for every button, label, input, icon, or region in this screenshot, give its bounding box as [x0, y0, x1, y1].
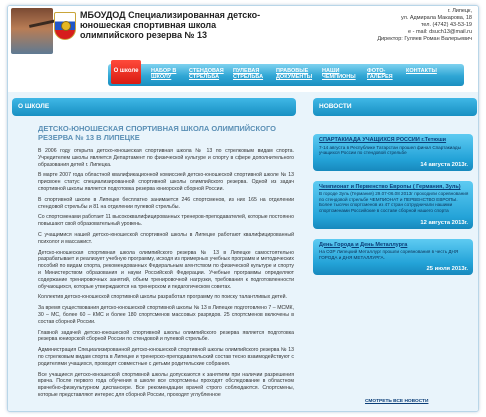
- nav-item-enrollment[interactable]: НАБОР В ШКОЛУ: [151, 68, 177, 80]
- section-header-about: [12, 98, 296, 116]
- school-emblem-icon: [54, 12, 76, 40]
- article-paragraph: С учащимися нашей детско-юношеской спортивной школы в Липецке работают квалифицированный психолог и массажист.: [38, 231, 294, 245]
- news-item: [313, 134, 473, 171]
- contact-phone: тел. (4742) 43-53-19: [420, 22, 472, 28]
- article: [38, 124, 294, 412]
- section-header-news: [313, 98, 477, 116]
- news-item-title[interactable]: Чемпионат и Первенство Европы ( Германия, Зуль): [319, 183, 461, 190]
- news-item-date: 12 августа 2013г.: [313, 217, 473, 229]
- news-item: [313, 181, 473, 229]
- news-sidebar: [313, 120, 477, 281]
- news-item-content: [313, 134, 473, 159]
- article-paragraph: Все учащиеся детско-юношеской спортивной школы допускаются к занятиям при наличии разрешения врача. После первого года обучения в школе все спортсмены проходят обследование в областном врачебно-физкультурном диспансере. Все рекомендации врачей строго соблюдаются. Спортсмены, которые представляют интерес для сборной России, проходят углубленное: [38, 371, 294, 398]
- contact-director: Директор: Гуляев Роман Валерьевич: [377, 36, 472, 42]
- contact-street: ул. Адмирала Макарова, 18: [400, 15, 472, 21]
- news-item-title[interactable]: День Города и День Металлурга: [319, 241, 408, 248]
- article-paragraph: В 2006 году открыта детско-юношеская спортивная школа № 13 по стрелковым видам спорта. Учредителем школы является Департамент по физической культуре и спорту в сфере дополнительного образования детей г. Липецка.: [38, 148, 294, 168]
- section-title: О ШКОЛЕ: [18, 103, 50, 110]
- site-frame: [7, 5, 479, 412]
- article-paragraph: В марте 2007 года областной квалификационной комиссией детско-юношеской спортивной школе № 13 присвоен статус специализированной спортивной школы олимпийского резерва. Одной из задач спортивной школы является подготовка резерва юниорской сборной России.: [38, 172, 294, 192]
- nav-item-contacts[interactable]: КОНТАКТЫ: [406, 68, 437, 74]
- emblem-center-icon: [61, 21, 71, 31]
- nav-item-label: О школе: [113, 68, 139, 74]
- news-item-date: 25 июля 2013г.: [313, 263, 473, 275]
- article-paragraph: Коллектив детско-юношеской спортивной школы разработал программу по поиску талантливых детей.: [38, 294, 287, 301]
- contact-email[interactable]: e - mail: dsuch13@mail.ru: [408, 29, 472, 35]
- article-paragraph: Администрация Специализированной детско-юношеской спортивной школы олимпийского резерва № 13 по стрелковым видам спорта в Липецке и тренерско-преподавательский состав тесно взаимодействуют с родителями учащихся, проводят совместные с детьми родительские собрания.: [38, 347, 294, 367]
- article-paragraph: В спортивной школе в Липецке бесплатно занимается 246 спортсменов, из них 165 на отделении стендовой стрельбы и 81 на отделении пулевой стрельбы.: [38, 196, 294, 210]
- news-item-content: [313, 181, 473, 217]
- contacts-block: [322, 8, 472, 43]
- site-header: [8, 6, 479, 56]
- contact-city: г. Липецк,: [447, 8, 472, 14]
- school-name: МБОУДОД Специализированная детско-юношеская спортивная школа олимпийского резерва № 13: [80, 10, 261, 40]
- shooter-photo: [11, 8, 53, 54]
- article-paragraph: Со спортсменами работает 11 высококвалифицированных тренеров-преподавателей, которые постоянно повышают свой образовательный уровень.: [38, 214, 294, 228]
- article-paragraph: Главной задачей детско-юношеской спортивной школы олимпийского резерва является подготовка резерва юниорской сборной России по стендовой и пулевой стрельбе.: [38, 329, 294, 343]
- nav-item-rifle-shooting[interactable]: ПУЛЕВАЯ СТРЕЛЬБА: [233, 68, 264, 80]
- nav-item-photo-gallery[interactable]: ФОТО-ГАЛЕРЕЯ: [367, 68, 393, 80]
- news-item-body: 7-14 августа в Республике Татарстан прошел финал Спартакиады учащихся России по стендовой стрельбе: [319, 144, 461, 156]
- news-section-title: НОВОСТИ: [319, 103, 352, 110]
- article-paragraph: За время существования детско-юношеской спортивной школы № 13 в Липецке подготовлено 7 – МСМК, 30 – МС, более 60 – КМС и более 180 спортсменов массовых разрядов. 25 спортсменов включены в состав сборной России.: [38, 305, 294, 325]
- news-item-title[interactable]: СПАРТАКИАДА УЧАЩИХСЯ РОССИИ г.Тетюши: [319, 137, 447, 143]
- shotgun-shape: [29, 19, 57, 28]
- nav-item-trap-shooting[interactable]: СТЕНДОВАЯ СТРЕЛЬБА: [189, 68, 224, 80]
- all-news-link[interactable]: СМОТРЕТЬ ВСЕ НОВОСТИ: [365, 399, 429, 404]
- news-item-body: На ОЗР Липецкий Металлург прошли соревнования в честь ДНЯ ГОРОДА и ДНЯ МЕТАЛЛУРГА.: [319, 249, 459, 260]
- main-nav: [8, 58, 479, 88]
- news-item: [313, 239, 473, 276]
- nav-item-legal-documents[interactable]: ПРАВОВЫЕ ДОКУМЕНТЫ: [276, 68, 313, 80]
- news-item-content: [313, 239, 473, 264]
- nav-item-about[interactable]: [111, 60, 141, 84]
- article-title: ДЕТСКО-ЮНОШЕСКАЯ СПОРТИВНАЯ ШКОЛА ОЛИМПИЙСКОГО РЕЗЕРВА № 13 В ЛИПЕЦКЕ: [38, 124, 276, 142]
- news-item-date: 14 августа 2013г.: [313, 159, 473, 171]
- nav-item-champions[interactable]: НАШИ ЧЕМПИОНЫ: [322, 68, 356, 80]
- news-item-body: В городе Зуль (Германия) 29.07-06.08 2013г проходили соревнования по стендовой стрельбе ЧЕМПИОНАТ и ПЕРВЕНСТВО ЕВРОПЫ. Более тысячи спортсменов из 47 стран сотрудничали нашими спортсменами Российские в составе сборной нашего спорта: [319, 191, 469, 213]
- article-paragraph: Детско-юношеская спортивная школа олимпийского резерва № 13 в Липецке самостоятельно разрабатывает и реализует учебную программу, исходя из примерных учебных программ и методических пособий по видам спорта, рекомендованных Федеральным агентством по физической культуре и спорту и Министерством образования и науки Российской Федерации. Учебные программы определяют содержание тренировочных занятий, объем тренировочной нагрузки, требования к подготовленности обучающихся, которые утверждаются на тренерском и педагогическом советах.: [38, 249, 294, 290]
